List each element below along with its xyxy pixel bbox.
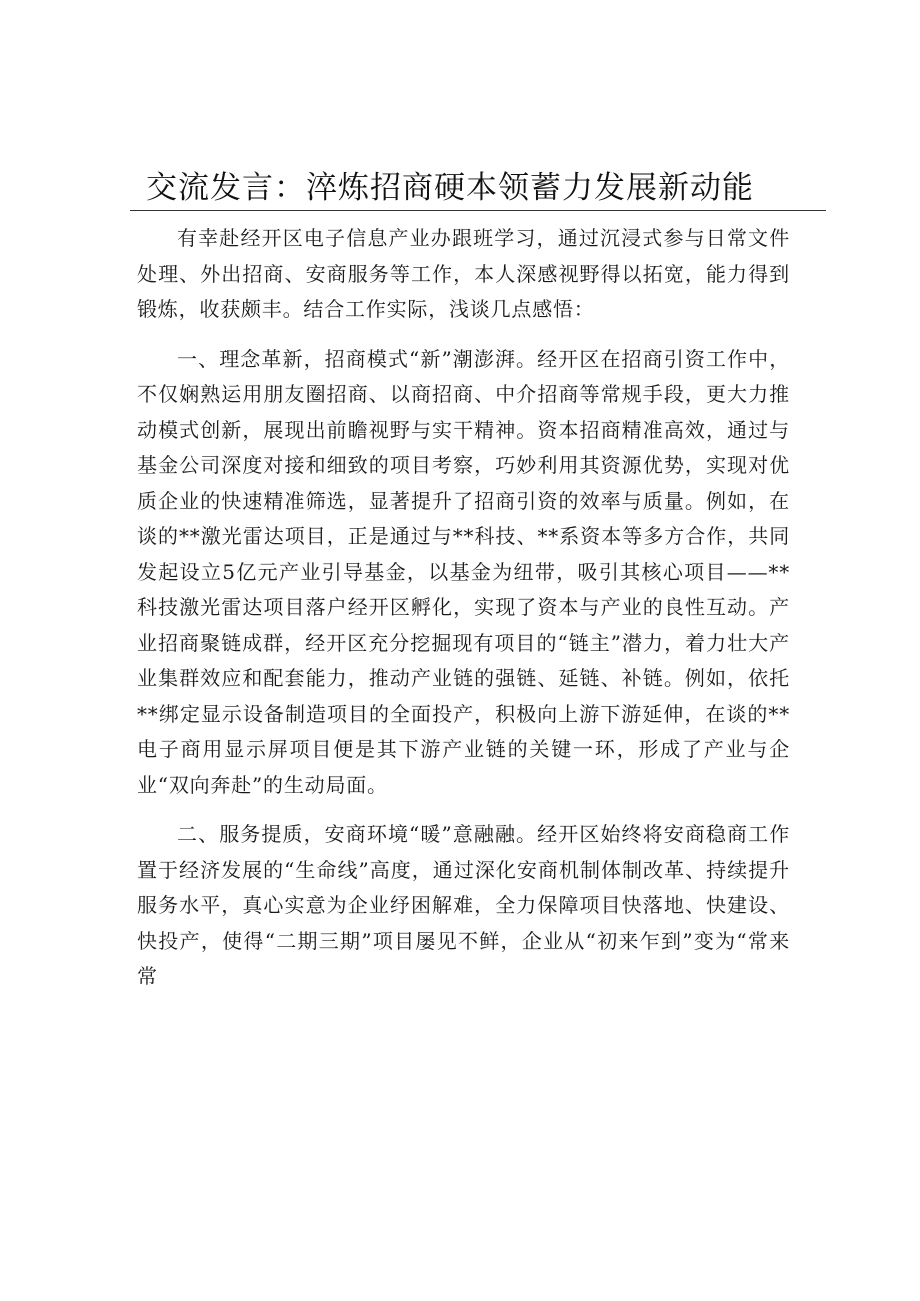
paragraph-section-two: 二、服务提质，安商环境“暖”意融融。经开区始终将安商稳商工作置于经济发展的“生命线”高度，通过深化安商机制体制改革、持续提升服务水平，真心实意为企业纾困解难，全力保障项目快落地、快建设、快投产，使得“二期三期”项目屡见不鲜，企业从“初来乍到”变为“常来常 [137, 822, 790, 988]
document-title: 交流发言：淬炼招商硬本领蓄力发展新动能 [146, 170, 754, 206]
paragraph-section-one: 一、理念革新，招商模式“新”潮澎湃。经开区在招商引资工作中，不仅娴熟运用朋友圈招商、以商招商、中介招商等常规手段，更大力推动模式创新，展现出前瞻视野与实干精神。资本招商精准高效，通过与基金公司深度对接和细致的项目考察，巧妙利用其资源优势，实现对优质企业的快速精准筛选，显著提升了招商引资的效率与质量。例如，在谈的**激光雷达项目，正是通过与**科技、**系资本等多方合作，共同发起设立5亿元产业引导基金，以基金为纽带，吸引其核心项目——**科技激光雷达项目落户经开区孵化，实现了资本与产业的良性互动。产业招商聚链成群，经开区充分挖掘现有项目的“链主”潜力，着力壮大产业集群效应和配套能力，推动产业链的强链、延链、补链。例如，依托**绑定显示设备制造项目的全面投产，积极向上游下游延伸，在谈的**电子商用显示屏项目便是其下游产业链的关键一环，形成了产业与企业“双向奔赴”的生动局面。 [137, 346, 790, 797]
paragraph-intro: 有幸赴经开区电子信息产业办跟班学习，通过沉浸式参与日常文件处理、外出招商、安商服务等工作，本人深感视野得以拓宽，能力得到锻炼，收获颇丰。结合工作实际，浅谈几点感悟： [137, 226, 790, 321]
title-underline [130, 210, 826, 211]
document-body [137, 217, 790, 995]
